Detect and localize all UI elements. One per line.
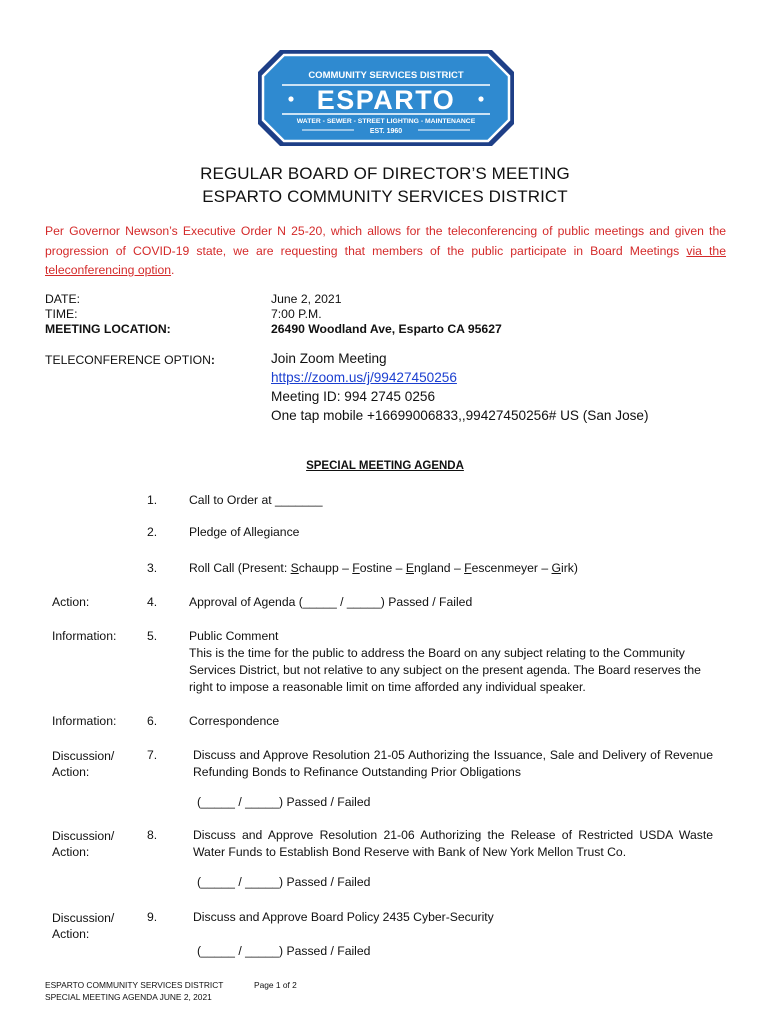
item-9-number: 9. xyxy=(147,910,158,924)
zoom-join-text: Join Zoom Meeting xyxy=(271,351,387,366)
item-6-number: 6. xyxy=(147,714,158,728)
item-8-category: Discussion/ Action: xyxy=(52,829,115,859)
logo-badge xyxy=(256,48,516,148)
item-4-text: Approval of Agenda (_____ / _____) Passed / Failed xyxy=(189,595,473,609)
item-8-number: 8. xyxy=(147,828,158,842)
item-5-text: Public Comment xyxy=(189,629,279,643)
item-8-vote: (_____ / _____) Passed / Failed xyxy=(197,875,371,889)
agenda-heading: SPECIAL MEETING AGENDA xyxy=(306,460,464,472)
notice-end: . xyxy=(171,263,175,277)
footer-left xyxy=(45,980,223,1003)
location-label: MEETING LOCATION: xyxy=(45,322,171,336)
item-5-description: This is the time for the public to address the Board on any subject relating to the Community Services District, but not relative to any subject on the present agenda. The Board reserves the right to impose a reasonable limit on time afforded any individual speaker. xyxy=(189,646,701,694)
district-title: ESPARTO COMMUNITY SERVICES DISTRICT xyxy=(202,187,568,206)
logo-established: EST. 1960 xyxy=(369,128,403,135)
time-label: TIME: xyxy=(45,307,78,321)
zoom-meeting-link[interactable]: https://zoom.us/j/99427450256 xyxy=(271,370,457,385)
item-5-category: Information: xyxy=(52,629,117,643)
teleconference-link-text: via the teleconferencing option xyxy=(45,243,726,277)
item-2-number: 2. xyxy=(147,525,158,539)
esparto-logo xyxy=(256,48,516,148)
item-1-number: 1. xyxy=(147,493,158,507)
item-1-text: Call to Order at _______ xyxy=(189,493,323,507)
footer-agenda-date: SPECIAL MEETING AGENDA JUNE 2, 2021 xyxy=(45,991,212,1002)
item-6-category: Information: xyxy=(52,714,117,728)
date-value: June 2, 2021 xyxy=(271,292,342,306)
zoom-meeting-id: Meeting ID: 994 2745 0256 xyxy=(271,389,436,404)
item-5-number: 5. xyxy=(147,629,158,643)
item-3-text: Roll Call (Present: Schaupp – Fostine – England – Fescenmeyer – Girk) xyxy=(189,561,578,575)
item-4-category: Action: xyxy=(52,595,90,609)
date-label: DATE: xyxy=(45,292,80,306)
covid-notice xyxy=(45,222,726,281)
item-4-number: 4. xyxy=(147,595,158,609)
item-7-category: Discussion/ Action: xyxy=(52,749,115,779)
logo-services-line: WATER - SEWER - STREET LIGHTING - MAINTENANCE xyxy=(296,118,476,125)
teleconference-label: TELECONFERENCE OPTION: xyxy=(45,353,215,367)
item-7-vote: (_____ / _____) Passed / Failed xyxy=(197,795,371,809)
logo-name: ESPARTO xyxy=(316,85,456,115)
location-value: 26490 Woodland Ave, Esparto CA 95627 xyxy=(271,322,502,336)
item-3-number: 3. xyxy=(147,561,158,575)
logo-top-line: COMMUNITY SERVICES DISTRICT xyxy=(308,70,464,81)
footer-district: ESPARTO COMMUNITY SERVICES DISTRICT xyxy=(45,980,224,990)
item-2-text: Pledge of Allegiance xyxy=(189,525,300,539)
item-8-text: Discuss and Approve Resolution 21-06 Authorizing the Release of Restricted USDA Waste Water Funds to Establish Bond Reserve with Bank of New York Mellon Trust Co. xyxy=(193,828,713,859)
item-6-text: Correspondence xyxy=(189,714,280,728)
notice-text: Per Governor Newson’s Executive Order N 25-20, which allows for the teleconferencing of public meetings and given the progression of COVID-19 state, we are requesting that members of the public participate in Board Meetings xyxy=(45,224,726,258)
item-9-vote: (_____ / _____) Passed / Failed xyxy=(197,944,371,958)
item-7-number: 7. xyxy=(147,748,158,762)
item-9-category: Discussion/ Action: xyxy=(52,911,115,941)
item-9-text: Discuss and Approve Board Policy 2435 Cyber-Security xyxy=(193,910,494,924)
zoom-one-tap: One tap mobile +16699006833,,99427450256# US (San Jose) xyxy=(271,408,649,423)
page-number: Page 1 of 2 xyxy=(254,980,297,990)
meeting-title: REGULAR BOARD OF DIRECTOR’S MEETING xyxy=(200,164,570,183)
time-value: 7:00 P.M. xyxy=(271,307,322,321)
item-7-text: Discuss and Approve Resolution 21-05 Authorizing the Issuance, Sale and Delivery of Revenue Refunding Bonds to Refinance Outstanding Prior Obligations xyxy=(193,748,713,779)
